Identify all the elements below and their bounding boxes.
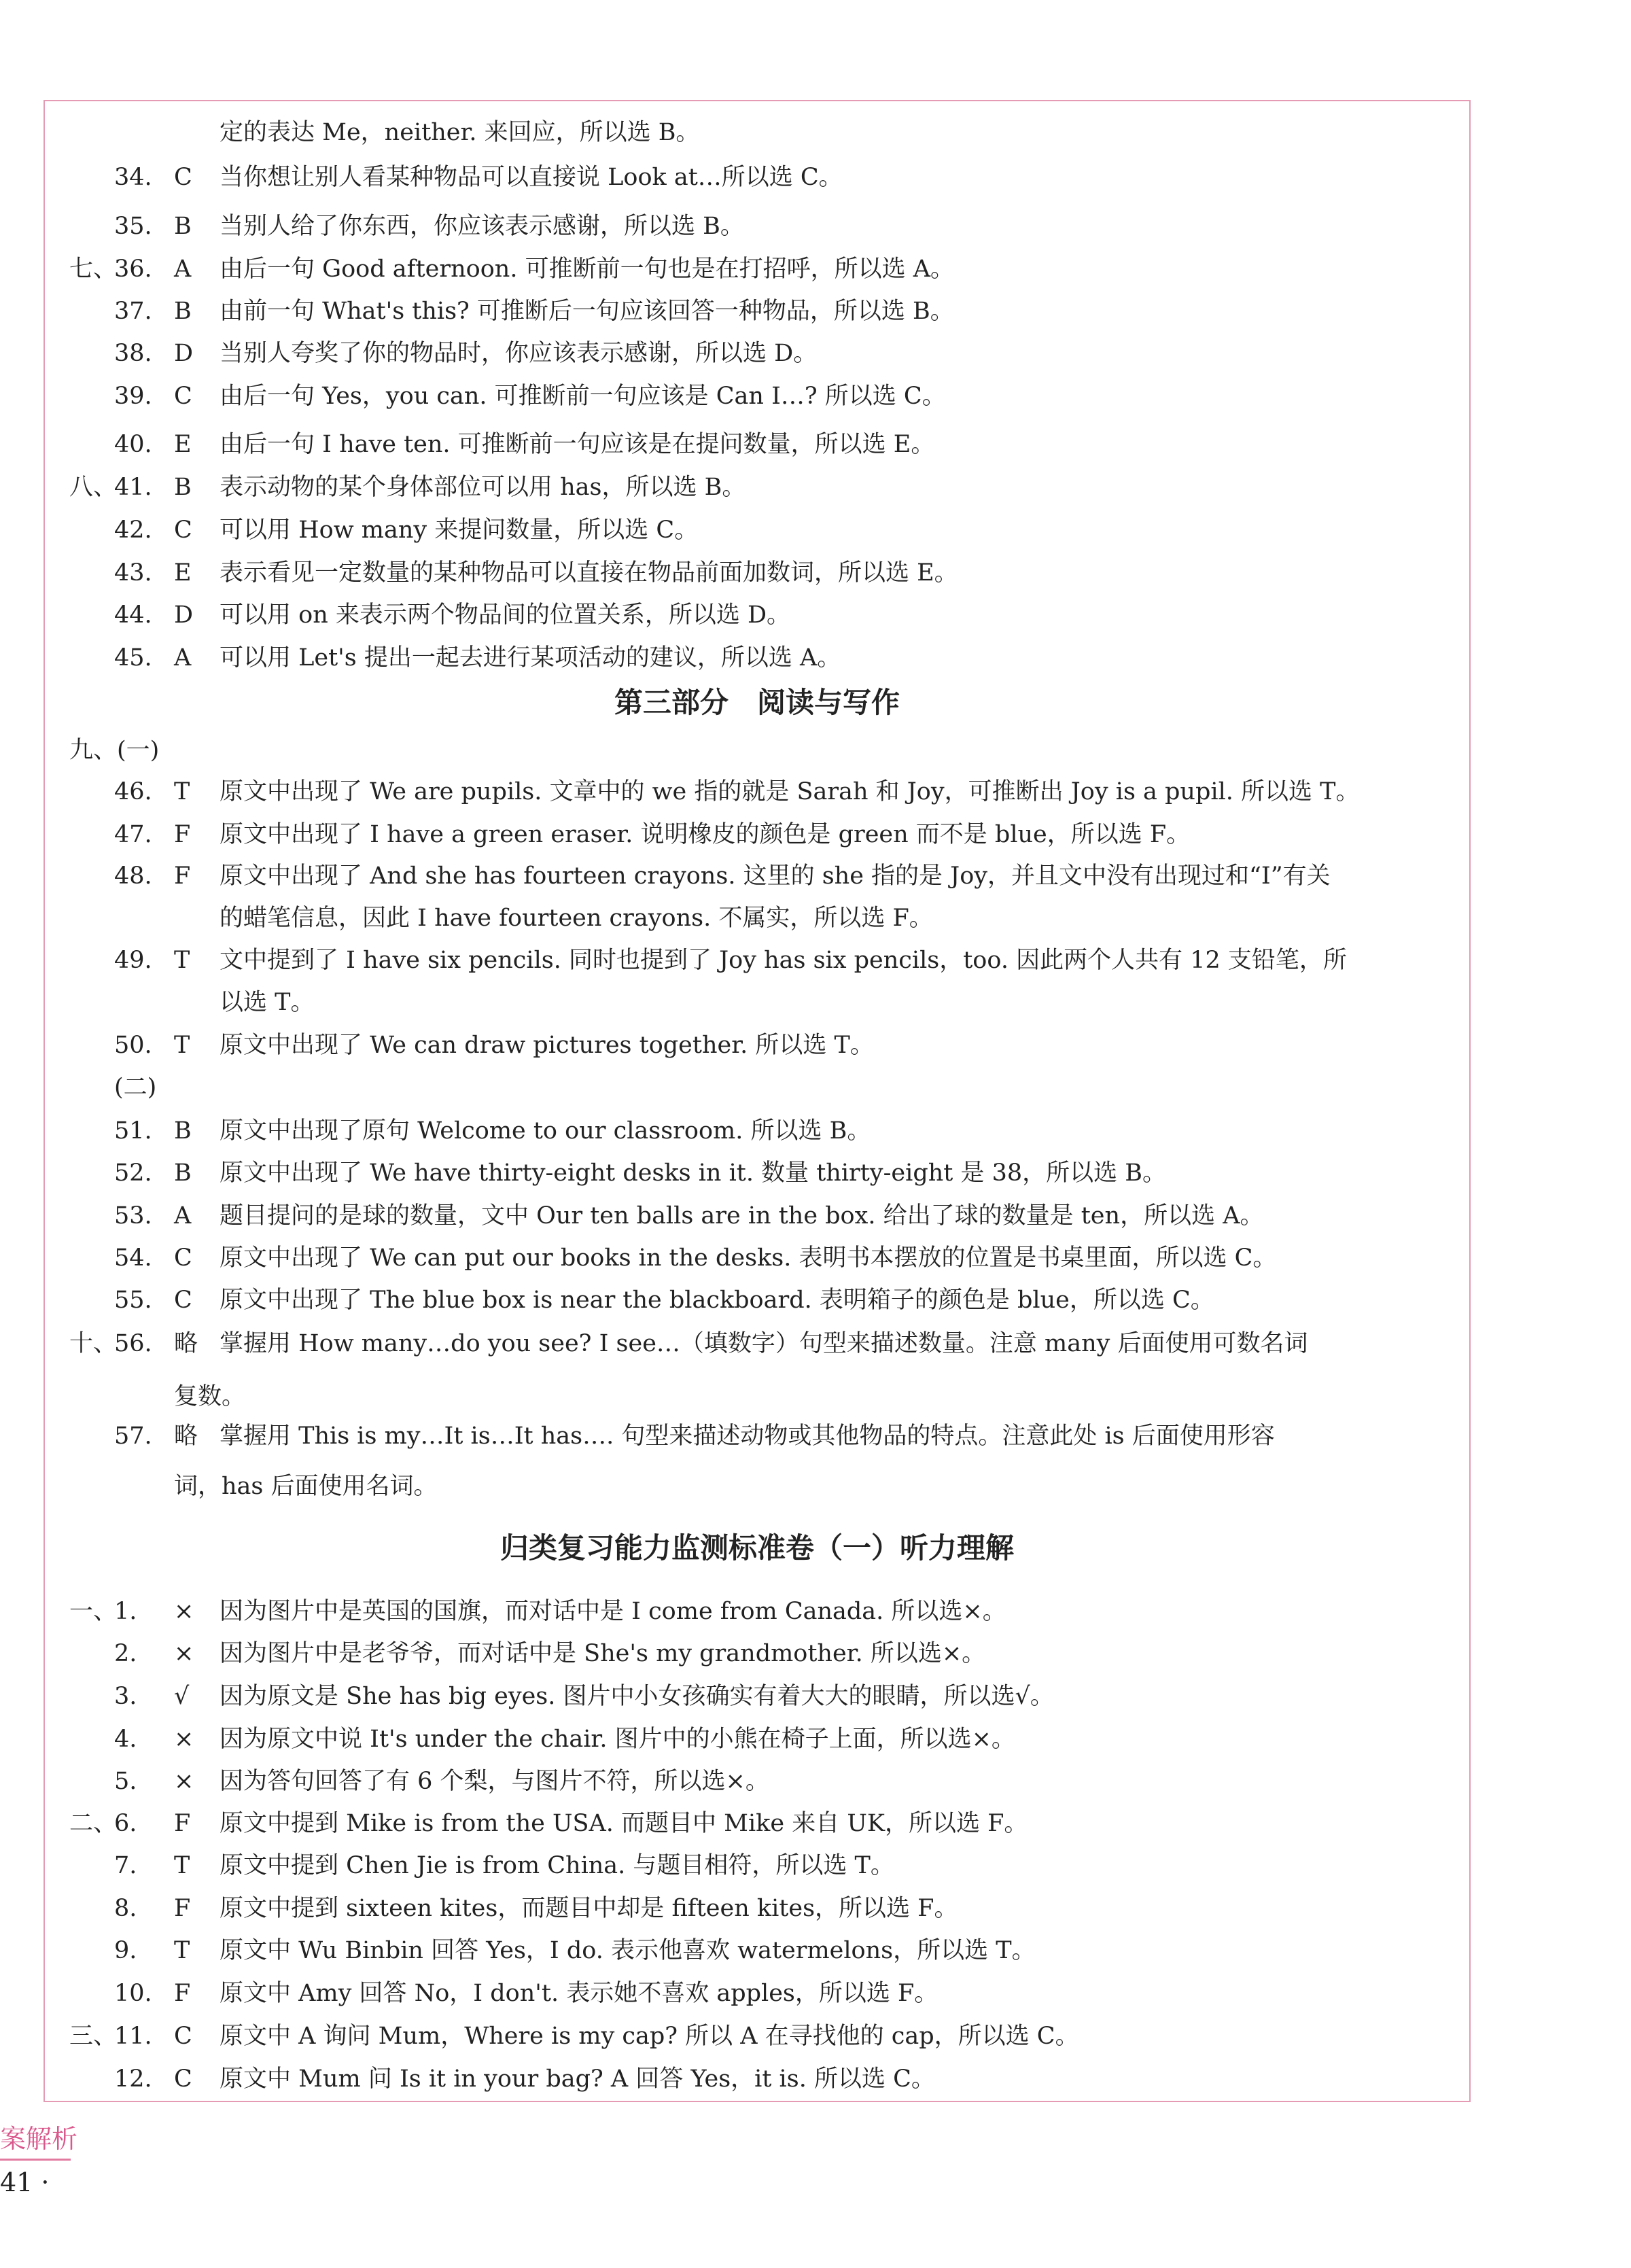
answer-ans: C xyxy=(174,1244,192,1272)
answer-ans: C xyxy=(174,2065,192,2093)
answer-num: 4. xyxy=(114,1726,137,1753)
answer-txt: 原文中出现了 We have thirty-eight desks in it. 数量 thirty-eight 是 38，所以选 B。 xyxy=(220,1159,1166,1187)
section-heading-exam: 归类复习能力监测标准卷（一）听力理解 xyxy=(499,1531,1014,1565)
answer-num: (二) xyxy=(114,1074,157,1101)
answer-ans: 略 xyxy=(174,1330,198,1357)
answer-num: 7. xyxy=(114,1852,137,1879)
answer-num: 3. xyxy=(114,1683,137,1710)
answer-num: 53. xyxy=(114,1202,152,1229)
answer-ans: F xyxy=(174,1980,191,2007)
answer-ans: 词，has 后面使用名词。 xyxy=(174,1473,438,1500)
answer-num: 56. xyxy=(114,1330,152,1357)
answer-txt: 原文中出现了 I have a green eraser. 说明橡皮的颜色是 green 而不是 blue，所以选 F。 xyxy=(220,821,1191,848)
answer-txt: 当别人夸奖了你的物品时，你应该表示感谢，所以选 D。 xyxy=(220,340,818,367)
answer-num: 40. xyxy=(114,431,152,458)
answer-ans: A xyxy=(174,1202,192,1229)
answer-ans: √ xyxy=(174,1683,190,1710)
answer-ans: E xyxy=(174,431,192,458)
answer-num: 9. xyxy=(114,1937,137,1964)
answer-txt: 由后一句 Good afternoon. 可推断前一句也是在打招呼，所以选 A。 xyxy=(220,256,954,283)
answer-num: 34. xyxy=(114,164,152,191)
answer-ans: A xyxy=(174,256,192,283)
answer-ans: C xyxy=(174,1287,192,1314)
answer-txt: 当别人给了你东西，你应该表示感谢，所以选 B。 xyxy=(220,213,744,240)
answer-txt: 题目提问的是球的数量，文中 Our ten balls are in the box. 给出了球的数量是 ten，所以选 A。 xyxy=(220,1202,1264,1229)
answer-txt: 原文中出现了 The blue box is near the blackboard. 表明箱子的颜色是 blue，所以选 C。 xyxy=(220,1287,1214,1314)
footer-page-number: 41 · xyxy=(0,2167,50,2197)
answer-txt: 可以用 on 来表示两个物品间的位置关系，所以选 D。 xyxy=(220,601,791,629)
answer-cont: 的蜡笔信息，因此 I have fourteen crayons. 不属实，所以选 F。 xyxy=(220,905,933,932)
answer-num: 49. xyxy=(114,947,152,974)
answer-txt: 由后一句 Yes，you can. 可推断前一句应该是 Can I…? 所以选 C。 xyxy=(220,383,946,410)
answer-num: 47. xyxy=(114,821,152,848)
answer-num: 39. xyxy=(114,383,152,410)
answer-sec: 二、 xyxy=(69,1810,118,1837)
answer-num: 2. xyxy=(114,1640,137,1667)
answer-num: 5. xyxy=(114,1768,137,1795)
answer-txt: 原文中出现了原句 Welcome to our classroom. 所以选 B。 xyxy=(220,1117,871,1145)
answer-num: 45. xyxy=(114,644,152,671)
answer-sec: 十、 xyxy=(69,1330,118,1357)
answer-txt: 原文中提到 Chen Jie is from China. 与题目相符，所以选 T。 xyxy=(220,1852,894,1879)
answer-num: 52. xyxy=(114,1159,152,1187)
answer-txt: 原文中 Mum 问 Is it in your bag? A 回答 Yes，it is. 所以选 C。 xyxy=(220,2065,935,2093)
answer-num: 50. xyxy=(114,1032,152,1059)
answer-num: 42. xyxy=(114,517,152,544)
answer-txt: 原文中出现了 And she has fourteen crayons. 这里的 she 指的是 Joy，并且文中没有出现过和“I”有关 xyxy=(220,862,1331,890)
answer-ans: × xyxy=(174,1726,194,1753)
answer-ans: T xyxy=(174,1937,190,1964)
answer-num: 35. xyxy=(114,213,152,240)
answer-txt: 原文中 Amy 回答 No，I don't. 表示她不喜欢 apples，所以选 F。 xyxy=(220,1980,939,2007)
answer-txt: 原文中 A 询问 Mum，Where is my cap? 所以 A 在寻找他的 cap，所以选 C。 xyxy=(220,2023,1079,2050)
answer-num: 6. xyxy=(114,1810,137,1837)
answer-ans: F xyxy=(174,821,191,848)
answer-txt: 表示看见一定数量的某种物品可以直接在物品前面加数词，所以选 E。 xyxy=(220,559,958,587)
answer-txt: 由前一句 What's this? 可推断后一句应该回答一种物品，所以选 B。 xyxy=(220,298,954,325)
answer-ans: F xyxy=(174,1810,191,1837)
answer-txt: 可以用 Let's 提出一起去进行某项活动的建议，所以选 A。 xyxy=(220,644,841,671)
answer-num: 8. xyxy=(114,1895,137,1922)
answer-num: 10. xyxy=(114,1980,152,2007)
answer-num: 46. xyxy=(114,778,152,805)
answer-txt: 由后一句 I have ten. 可推断前一句应该是在提问数量，所以选 E。 xyxy=(220,431,935,458)
answer-cont: 定的表达 Me，neither. 来回应，所以选 B。 xyxy=(220,119,700,146)
answer-ans: C xyxy=(174,2023,192,2050)
answer-ans: A xyxy=(174,644,192,671)
answer-ans: × xyxy=(174,1640,194,1667)
answer-txt: 因为原文是 She has big eyes. 图片中小女孩确实有着大大的眼睛，所以选√。 xyxy=(220,1683,1054,1710)
answer-txt: 原文中出现了 We can put our books in the desks. 表明书本摆放的位置是书桌里面，所以选 C。 xyxy=(220,1244,1277,1272)
answer-num: 38. xyxy=(114,340,152,367)
answer-txt: 可以用 How many 来提问数量，所以选 C。 xyxy=(220,517,699,544)
answer-txt: 原文中出现了 We can draw pictures together. 所以选 T。 xyxy=(220,1032,874,1059)
answer-txt: 掌握用 This is my…It is…It has…. 句型来描述动物或其他物品的特点。注意此处 is 后面使用形容 xyxy=(220,1423,1275,1450)
answer-num: 48. xyxy=(114,862,152,890)
answer-txt: 因为原文中说 It's under the chair. 图片中的小熊在椅子上面，所以选×。 xyxy=(220,1726,1015,1753)
answer-txt: 表示动物的某个身体部位可以用 has，所以选 B。 xyxy=(220,474,746,501)
answer-ans: B xyxy=(174,474,192,501)
answer-ans: C xyxy=(174,164,192,191)
answer-txt: 原文中提到 Mike is from the USA. 而题目中 Mike 来自 UK，所以选 F。 xyxy=(220,1810,1028,1837)
answer-ans: C xyxy=(174,383,192,410)
answer-num: 55. xyxy=(114,1287,152,1314)
answer-num: 1. xyxy=(114,1598,137,1625)
answer-txt: 文中提到了 I have six pencils. 同时也提到了 Joy has six pencils，too. 因此两个人共有 12 支铅笔，所 xyxy=(220,947,1347,974)
answer-ans: B xyxy=(174,213,192,240)
answer-num: 41. xyxy=(114,474,152,501)
answer-ans: T xyxy=(174,1852,190,1879)
answer-num: 57. xyxy=(114,1423,152,1450)
answer-ans: T xyxy=(174,947,190,974)
answer-ans: B xyxy=(174,1159,192,1187)
answer-txt: 原文中 Wu Binbin 回答 Yes，I do. 表示他喜欢 watermelons，所以选 T。 xyxy=(220,1937,1036,1964)
answer-num: 11. xyxy=(114,2023,152,2050)
answer-ans: 复数。 xyxy=(174,1383,246,1410)
answer-num: 37. xyxy=(114,298,152,325)
answer-txt: 因为图片中是老爷爷，而对话中是 She's my grandmother. 所以选×。 xyxy=(220,1640,986,1667)
answer-ans: F xyxy=(174,862,191,890)
footer-label: 案解析 xyxy=(0,2124,78,2154)
answer-sec: 七、 xyxy=(69,256,118,283)
answer-cont: 以选 T。 xyxy=(220,989,315,1016)
answer-ans: B xyxy=(174,298,192,325)
answer-ans: × xyxy=(174,1598,194,1625)
answer-num: 36. xyxy=(114,256,152,283)
answer-num: 51. xyxy=(114,1117,152,1145)
answer-txt: 掌握用 How many…do you see? I see…（填数字）句型来描述数量。注意 many 后面使用可数名词 xyxy=(220,1330,1308,1357)
answer-ans: 略 xyxy=(174,1423,198,1450)
answer-ans: × xyxy=(174,1768,194,1795)
answer-sec: 三、 xyxy=(69,2023,118,2050)
answer-ans: T xyxy=(174,1032,190,1059)
section-heading-part3: 第三部分 阅读与写作 xyxy=(614,686,900,719)
answer-num: 43. xyxy=(114,559,152,587)
answer-ans: C xyxy=(174,517,192,544)
answer-sec: 一、 xyxy=(69,1598,118,1625)
answer-num: 44. xyxy=(114,601,152,629)
answer-ans: T xyxy=(174,778,190,805)
answer-ans: B xyxy=(174,1117,192,1145)
answer-txt: 当你想让别人看某种物品可以直接说 Look at…所以选 C。 xyxy=(220,164,843,191)
footer-rule xyxy=(0,2159,71,2161)
answer-txt: 因为图片中是英国的国旗，而对话中是 I come from Canada. 所以选×。 xyxy=(220,1598,1006,1625)
answer-txt: 因为答句回答了有 6 个梨，与图片不符，所以选×。 xyxy=(220,1768,769,1795)
answer-sec: 九、(一) xyxy=(69,737,160,764)
answer-ans: D xyxy=(174,340,194,367)
answer-ans: D xyxy=(174,601,194,629)
answer-ans: E xyxy=(174,559,192,587)
answer-txt: 原文中出现了 We are pupils. 文章中的 we 指的就是 Sarah 和 Joy，可推断出 Joy is a pupil. 所以选 T。 xyxy=(220,778,1360,805)
answer-ans: F xyxy=(174,1895,191,1922)
answer-txt: 原文中提到 sixteen kites，而题目中却是 fifteen kites，所以选 F。 xyxy=(220,1895,958,1922)
answer-num: 12. xyxy=(114,2065,152,2093)
answer-sec: 八、 xyxy=(69,474,118,501)
answer-num: 54. xyxy=(114,1244,152,1272)
